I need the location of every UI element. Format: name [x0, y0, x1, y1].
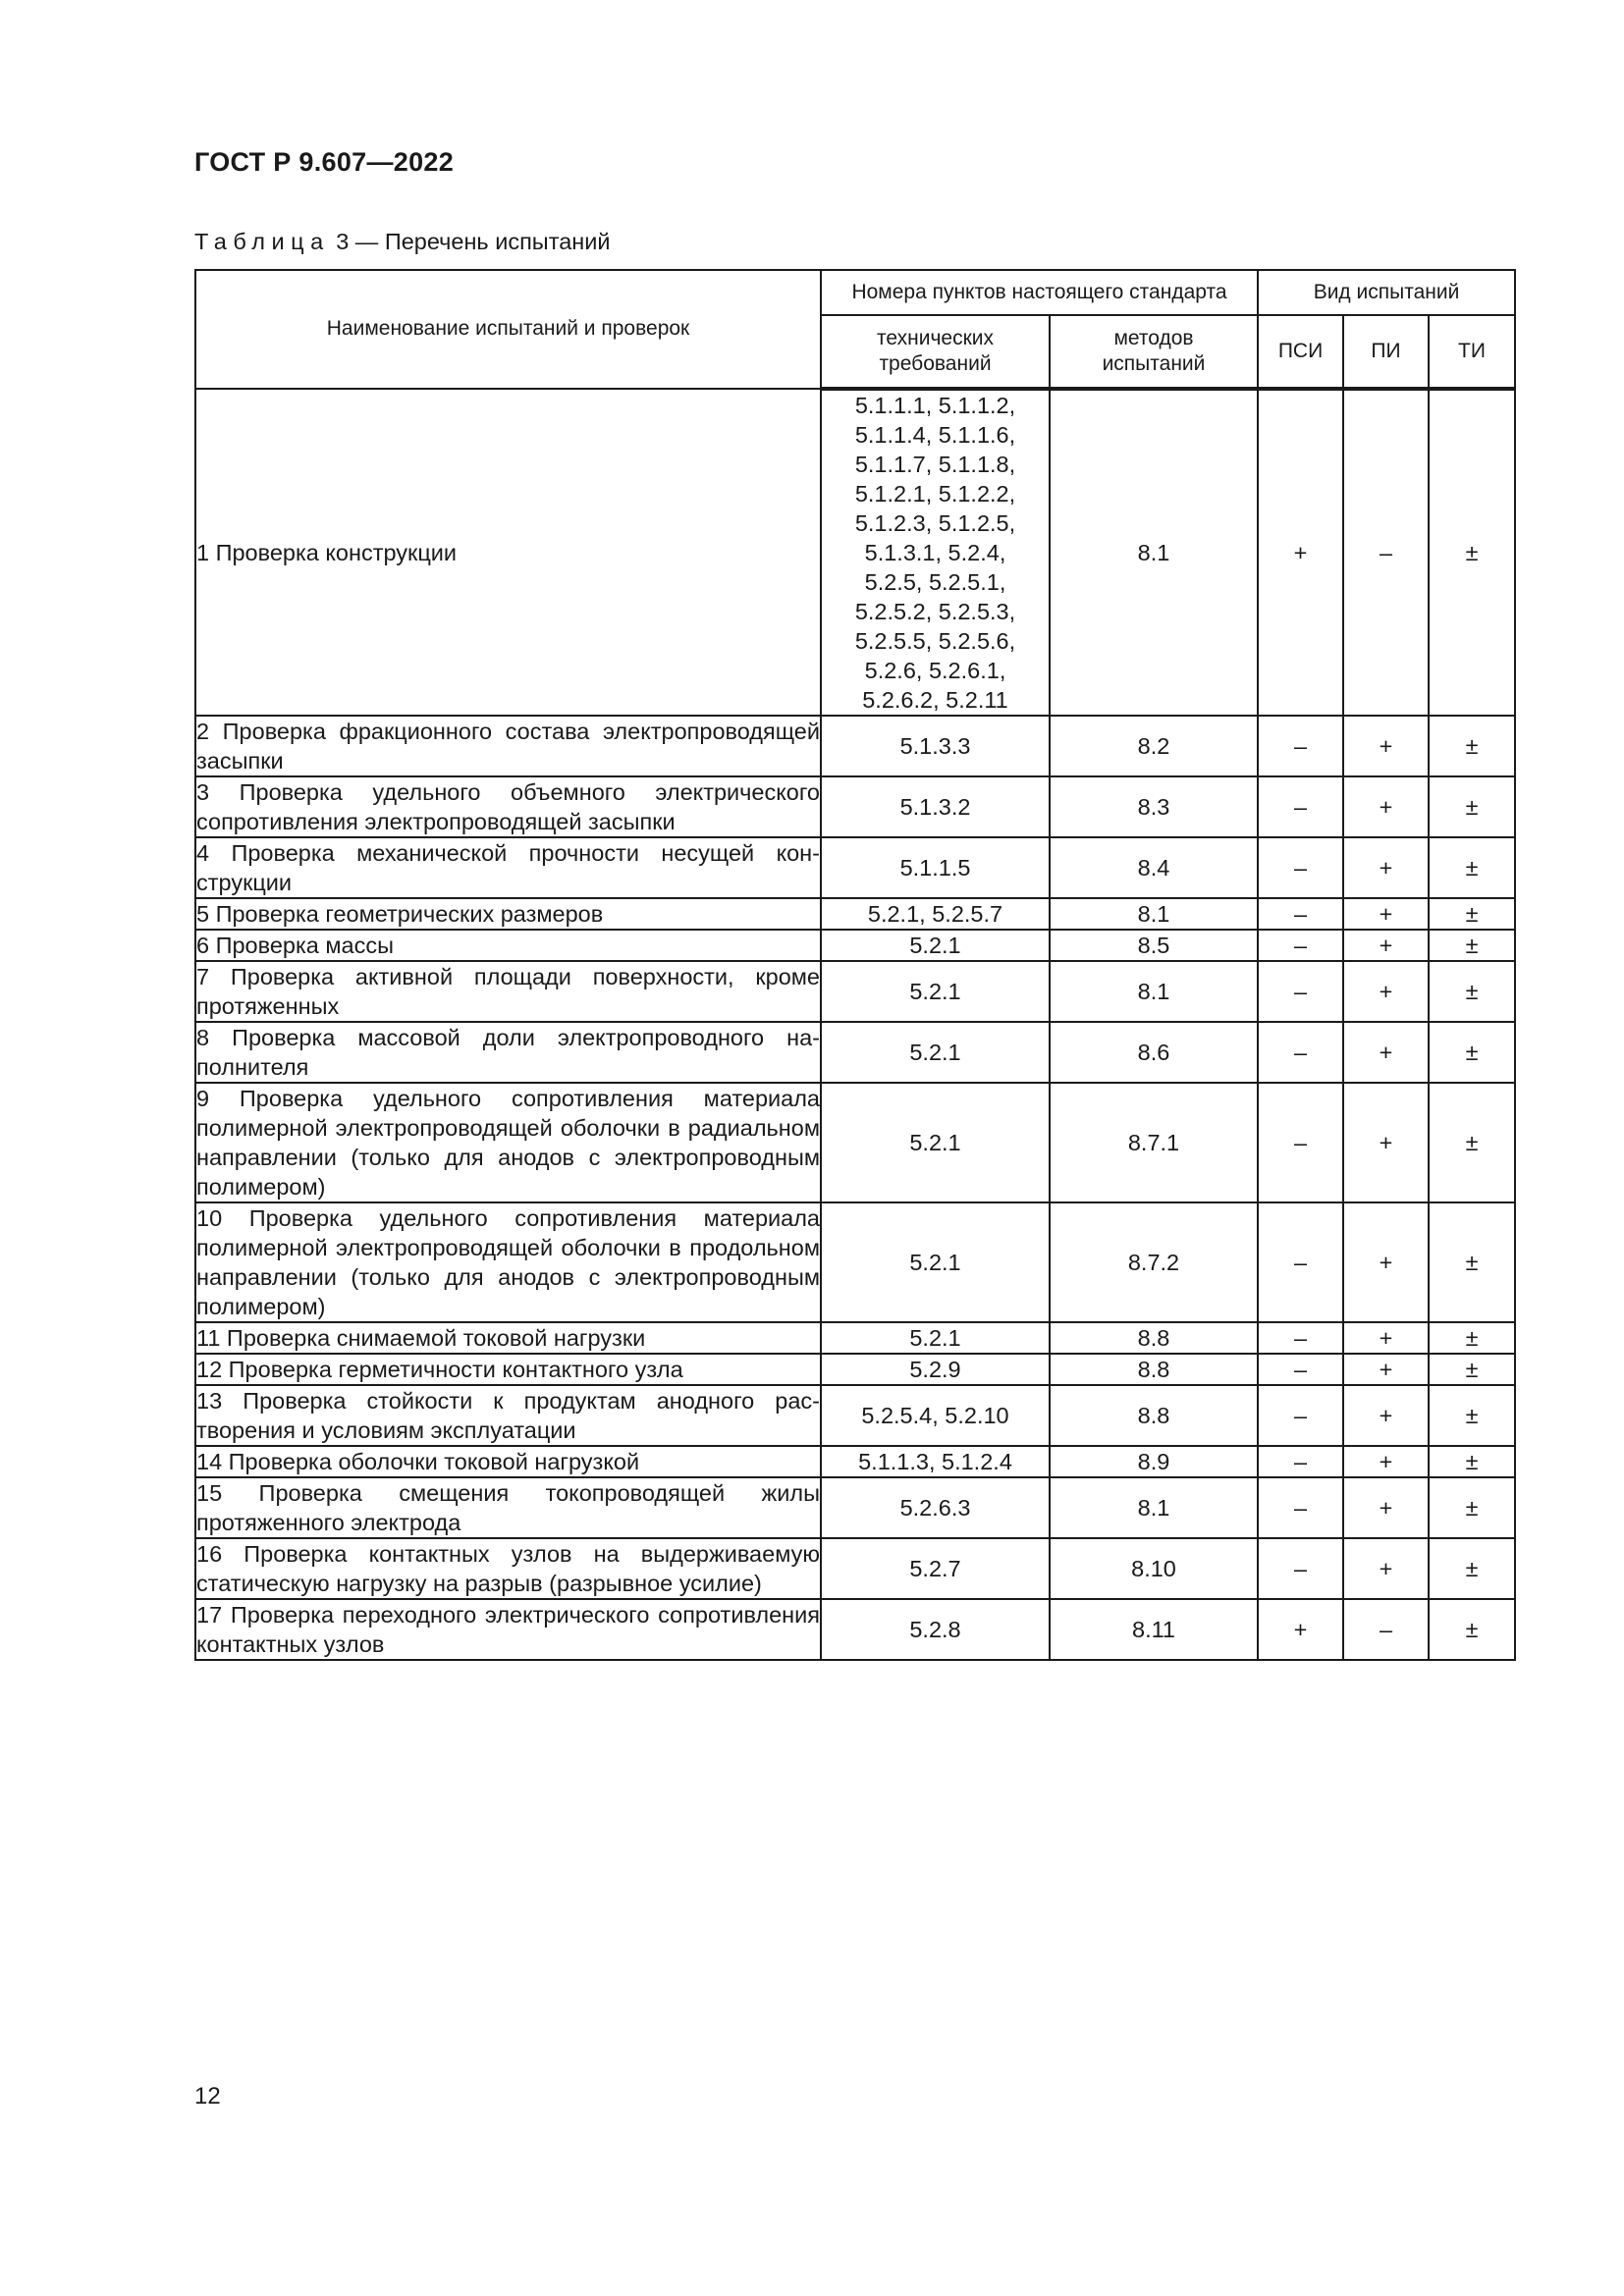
psi-cell: – [1258, 961, 1343, 1022]
psi-cell: – [1258, 1538, 1343, 1599]
test-name-cell: 9 Проверка удельного сопротивления материала полимерной электропроводящей оболочки в радиальном направлении (только для анодов с электропроводным полимером) [195, 1083, 821, 1202]
pi-cell: + [1343, 1385, 1429, 1446]
test-method-cell: 8.6 [1050, 1022, 1258, 1083]
test-name-cell: 1 Проверка конструкции [195, 389, 821, 716]
pi-cell: + [1343, 776, 1429, 837]
test-method-cell: 8.7.2 [1050, 1202, 1258, 1322]
table-row [195, 1083, 1515, 1202]
tech-requirements-cell: 5.2.6.3 [821, 1477, 1050, 1538]
tests-table [194, 269, 1516, 1661]
test-name-cell: 2 Проверка фракционного состава электропроводящей засыпки [195, 716, 821, 776]
header-test-types-group: Вид испытаний [1258, 270, 1515, 315]
psi-cell: – [1258, 776, 1343, 837]
psi-cell: – [1258, 1354, 1343, 1385]
ti-cell: ± [1429, 930, 1515, 961]
test-method-cell: 8.9 [1050, 1446, 1258, 1477]
test-method-cell: 8.1 [1050, 898, 1258, 930]
table-row [195, 716, 1515, 776]
table-row [195, 1202, 1515, 1322]
table-row [195, 1022, 1515, 1083]
table-row [195, 1385, 1515, 1446]
ti-cell: ± [1429, 1477, 1515, 1538]
tech-requirements-cell: 5.2.7 [821, 1538, 1050, 1599]
test-method-cell: 8.1 [1050, 389, 1258, 716]
table-caption-label: Таблица [194, 229, 330, 254]
psi-cell: + [1258, 1599, 1343, 1660]
table-caption-title: — Перечень испытаний [354, 229, 611, 254]
psi-cell: – [1258, 837, 1343, 898]
ti-cell: ± [1429, 776, 1515, 837]
ti-cell: ± [1429, 1322, 1515, 1354]
psi-cell: – [1258, 716, 1343, 776]
page-number: 12 [194, 2083, 221, 2109]
table-row [195, 389, 1515, 716]
tech-requirements-cell: 5.2.5.4, 5.2.10 [821, 1385, 1050, 1446]
pi-cell: + [1343, 1477, 1429, 1538]
psi-cell: – [1258, 1322, 1343, 1354]
ti-cell: ± [1429, 389, 1515, 716]
test-method-cell: 8.10 [1050, 1538, 1258, 1599]
pi-cell: + [1343, 1202, 1429, 1322]
psi-cell: – [1258, 1477, 1343, 1538]
psi-cell: + [1258, 389, 1343, 716]
pi-cell: + [1343, 1083, 1429, 1202]
table-row [195, 930, 1515, 961]
tech-requirements-cell: 5.2.1 [821, 1083, 1050, 1202]
test-name-cell: 11 Проверка снимаемой токовой нагрузки [195, 1322, 821, 1354]
tests-table-body [195, 389, 1515, 1660]
header-test-methods: методов испытаний [1050, 315, 1258, 389]
table-row [195, 1477, 1515, 1538]
test-method-cell: 8.3 [1050, 776, 1258, 837]
pi-cell: + [1343, 1022, 1429, 1083]
table-row [195, 898, 1515, 930]
test-name-cell: 5 Проверка геометрических размеров [195, 898, 821, 930]
ti-cell: ± [1429, 837, 1515, 898]
pi-cell: – [1343, 389, 1429, 716]
tech-requirements-cell: 5.2.1 [821, 961, 1050, 1022]
table-row [195, 1599, 1515, 1660]
test-name-cell: 14 Проверка оболочки токовой нагрузкой [195, 1446, 821, 1477]
test-method-cell: 8.1 [1050, 1477, 1258, 1538]
test-name-cell: 8 Проверка массовой доли электропроводного наполнителя [195, 1022, 821, 1083]
test-method-cell: 8.8 [1050, 1354, 1258, 1385]
psi-cell: – [1258, 930, 1343, 961]
test-method-cell: 8.4 [1050, 837, 1258, 898]
test-name-cell: 4 Проверка механической прочности несущей конструкции [195, 837, 821, 898]
psi-cell: – [1258, 1022, 1343, 1083]
tech-requirements-cell: 5.2.1 [821, 1202, 1050, 1322]
ti-cell: ± [1429, 1538, 1515, 1599]
ti-cell: ± [1429, 1385, 1515, 1446]
header-psi: ПСИ [1258, 315, 1343, 389]
table-row [195, 1446, 1515, 1477]
table-caption-number: 3 [336, 229, 350, 254]
header-ti: ТИ [1429, 315, 1515, 389]
tech-requirements-cell: 5.2.9 [821, 1354, 1050, 1385]
pi-cell: + [1343, 930, 1429, 961]
ti-cell: ± [1429, 1083, 1515, 1202]
psi-cell: – [1258, 1202, 1343, 1322]
pi-cell: – [1343, 1599, 1429, 1660]
test-name-cell: 17 Проверка переходного электрического сопротивления контактных узлов [195, 1599, 821, 1660]
test-name-cell: 10 Проверка удельного сопротивления материала полимерной электропроводящей оболочки в продольном направлении (только для анодов с электропроводным полимером) [195, 1202, 821, 1322]
test-name-cell: 7 Проверка активной площади поверхности, кроме протяженных [195, 961, 821, 1022]
test-method-cell: 8.11 [1050, 1599, 1258, 1660]
header-pi: ПИ [1343, 315, 1429, 389]
test-method-cell: 8.8 [1050, 1322, 1258, 1354]
header-tech-requirements: технических требований [821, 315, 1050, 389]
test-name-cell: 13 Проверка стойкости к продуктам анодного растворения и условиям эксплуатации [195, 1385, 821, 1446]
table-row [195, 1322, 1515, 1354]
tech-requirements-cell: 5.1.1.3, 5.1.2.4 [821, 1446, 1050, 1477]
table-caption [194, 229, 611, 255]
pi-cell: + [1343, 837, 1429, 898]
document-header: ГОСТ Р 9.607—2022 [194, 147, 455, 177]
table-row [195, 837, 1515, 898]
test-method-cell: 8.7.1 [1050, 1083, 1258, 1202]
psi-cell: – [1258, 1385, 1343, 1446]
table-row [195, 1538, 1515, 1599]
table-row [195, 776, 1515, 837]
ti-cell: ± [1429, 1022, 1515, 1083]
ti-cell: ± [1429, 898, 1515, 930]
test-name-cell: 3 Проверка удельного объемного электрического сопротивления электропроводящей засыпки [195, 776, 821, 837]
tech-requirements-cell: 5.2.1, 5.2.5.7 [821, 898, 1050, 930]
psi-cell: – [1258, 1446, 1343, 1477]
test-name-cell: 16 Проверка контактных узлов на выдерживаемую статическую нагрузку на разрыв (разрывное усилие) [195, 1538, 821, 1599]
pi-cell: + [1343, 898, 1429, 930]
pi-cell: + [1343, 716, 1429, 776]
tech-requirements-cell: 5.1.3.3 [821, 716, 1050, 776]
tech-requirements-cell: 5.2.8 [821, 1599, 1050, 1660]
ti-cell: ± [1429, 1446, 1515, 1477]
tech-requirements-cell: 5.1.1.5 [821, 837, 1050, 898]
header-clauses-group: Номера пунктов настоящего стандарта [821, 270, 1258, 315]
test-method-cell: 8.5 [1050, 930, 1258, 961]
pi-cell: + [1343, 961, 1429, 1022]
ti-cell: ± [1429, 1599, 1515, 1660]
tech-requirements-cell: 5.2.1 [821, 1322, 1050, 1354]
pi-cell: + [1343, 1446, 1429, 1477]
header-test-name: Наименование испытаний и проверок [195, 270, 821, 389]
test-method-cell: 8.8 [1050, 1385, 1258, 1446]
test-method-cell: 8.2 [1050, 716, 1258, 776]
test-name-cell: 6 Проверка массы [195, 930, 821, 961]
pi-cell: + [1343, 1322, 1429, 1354]
ti-cell: ± [1429, 1354, 1515, 1385]
pi-cell: + [1343, 1538, 1429, 1599]
table-row [195, 961, 1515, 1022]
ti-cell: ± [1429, 961, 1515, 1022]
tech-requirements-cell: 5.1.3.2 [821, 776, 1050, 837]
tech-requirements-cell: 5.1.1.1, 5.1.1.2, 5.1.1.4, 5.1.1.6, 5.1.1.7, 5.1.1.8, 5.1.2.1, 5.1.2.2, 5.1.2.3, 5.1.2.5, 5.1.3.1, 5.2.4, 5.2.5, 5.2.5.1, 5.2.5.2, 5.2.5.3, 5.2.5.5, 5.2.5.6, 5.2.6, 5.2.6.1, 5.2.6.2, 5.2.11 [821, 389, 1050, 716]
table-row [195, 1354, 1515, 1385]
ti-cell: ± [1429, 1202, 1515, 1322]
pi-cell: + [1343, 1354, 1429, 1385]
ti-cell: ± [1429, 716, 1515, 776]
tech-requirements-cell: 5.2.1 [821, 1022, 1050, 1083]
test-method-cell: 8.1 [1050, 961, 1258, 1022]
psi-cell: – [1258, 1083, 1343, 1202]
psi-cell: – [1258, 898, 1343, 930]
tech-requirements-cell: 5.2.1 [821, 930, 1050, 961]
test-name-cell: 12 Проверка герметичности контактного узла [195, 1354, 821, 1385]
test-name-cell: 15 Проверка смещения токопроводящей жилы протяженного электрода [195, 1477, 821, 1538]
